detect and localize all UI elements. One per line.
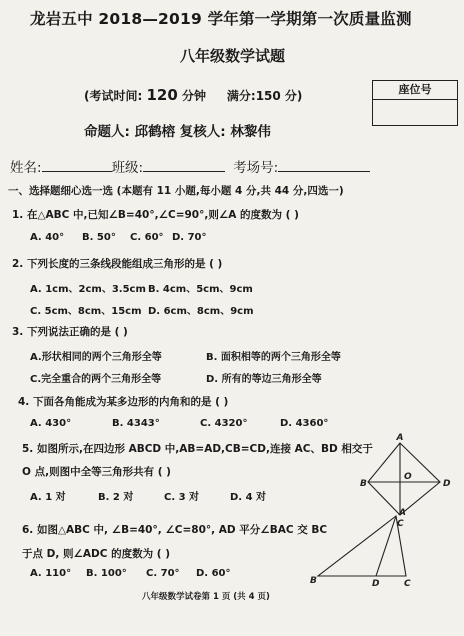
name-label: 姓名: [10, 160, 42, 176]
class-blank[interactable] [143, 159, 225, 172]
q3-option-b: B. 面积相等的两个三角形全等 [206, 352, 341, 363]
time-value: 120 [146, 86, 178, 104]
class-label: 班级: [111, 160, 144, 176]
fig6-label-c: C [404, 579, 411, 589]
q2-option-d: D. 6cm、8cm、9cm [148, 306, 254, 317]
q5-option-b: B. 2 对 [98, 492, 134, 503]
q5-option-a: A. 1 对 [30, 492, 66, 503]
question-5-stem-line1: 5. 如图所示,在四边形 ABCD 中,AB=AD,CB=CD,连接 AC、BD 相交于 [22, 443, 373, 455]
question-4-stem: 4. 下面各角能成为某多边形的内角和的是 ( ) [18, 396, 229, 408]
q3-option-c: C.完全重合的两个三角形全等 [30, 374, 162, 385]
score-label: 满分:150 分) [226, 89, 303, 103]
q2-option-b: B. 4cm、5cm、9cm [148, 284, 253, 295]
exam-title: 龙岩五中 2018—2019 学年第一学期第一次质量监测 [30, 10, 412, 28]
section-heading: 一、选择题细心选一选 (本题有 11 小题,每小题 4 分,共 44 分,四选一) [8, 185, 344, 197]
q4-option-a: A. 430° [30, 418, 72, 429]
q1-option-a: A. 40° [30, 232, 65, 243]
fig5-label-c: C [397, 519, 404, 529]
name-blank[interactable] [42, 159, 112, 172]
question-6-stem-line2: 于点 D, 则∠ADC 的度数为 ( ) [22, 548, 171, 560]
time-label: (考试时间: [84, 89, 143, 103]
q2-option-c: C. 5cm、8cm、15cm [30, 306, 142, 317]
fig5-label-d: D [443, 479, 451, 489]
q1-option-d: D. 70° [172, 232, 207, 243]
seat-number-label: 座位号 [373, 81, 457, 100]
q6-option-c: C. 70° [146, 568, 180, 579]
fig5-label-o: O [404, 472, 412, 482]
q4-option-d: D. 4360° [280, 418, 329, 429]
q1-option-c: C. 60° [130, 232, 164, 243]
fig6-label-d: D [372, 579, 380, 589]
page-footer: 八年级数学试卷第 1 页 (共 4 页) [142, 592, 270, 602]
fig6-label-b: B [310, 576, 317, 586]
q3-option-d: D. 所有的等边三角形全等 [206, 374, 322, 385]
time-unit: 分钟 [181, 89, 206, 103]
q4-option-b: B. 4343° [112, 418, 160, 429]
q3-option-a: A.形状相同的两个三角形全等 [30, 352, 162, 363]
figure-q6-triangle [310, 508, 420, 589]
exam-info [84, 86, 302, 104]
student-info-line [10, 156, 370, 176]
authors-line: 命题人: 邱鹤榕 复核人: 林黎伟 [84, 124, 271, 140]
q6-option-a: A. 110° [30, 568, 72, 579]
fig6-label-a: A [399, 508, 406, 518]
question-5-stem-line2: O 点,则图中全等三角形共有 ( ) [22, 466, 171, 478]
q1-option-b: B. 50° [82, 232, 116, 243]
exam-subtitle: 八年级数学试题 [180, 47, 286, 65]
q4-option-c: C. 4320° [200, 418, 248, 429]
exam-room-blank[interactable] [278, 159, 370, 172]
q6-option-d: D. 60° [196, 568, 231, 579]
q5-option-d: D. 4 对 [230, 492, 267, 503]
q2-option-a: A. 1cm、2cm、3.5cm [30, 284, 146, 295]
exam-room-label: 考场号: [233, 160, 279, 176]
question-1-stem: 1. 在△ABC 中,已知∠B=40°,∠C=90°,则∠A 的度数为 ( ) [12, 209, 299, 221]
fig5-label-a: A [396, 433, 404, 443]
q6-option-b: B. 100° [86, 568, 127, 579]
question-3-stem: 3. 下列说法正确的是 ( ) [12, 326, 128, 338]
question-6-stem-line1: 6. 如图△ABC 中, ∠B=40°, ∠C=80°, AD 平分∠BAC 交 BC [22, 524, 328, 536]
seat-number-box[interactable] [372, 80, 458, 126]
fig5-label-b: B [360, 479, 367, 489]
q5-option-c: C. 3 对 [164, 492, 200, 503]
question-2-stem: 2. 下列长度的三条线段能组成三角形的是 ( ) [12, 258, 223, 270]
